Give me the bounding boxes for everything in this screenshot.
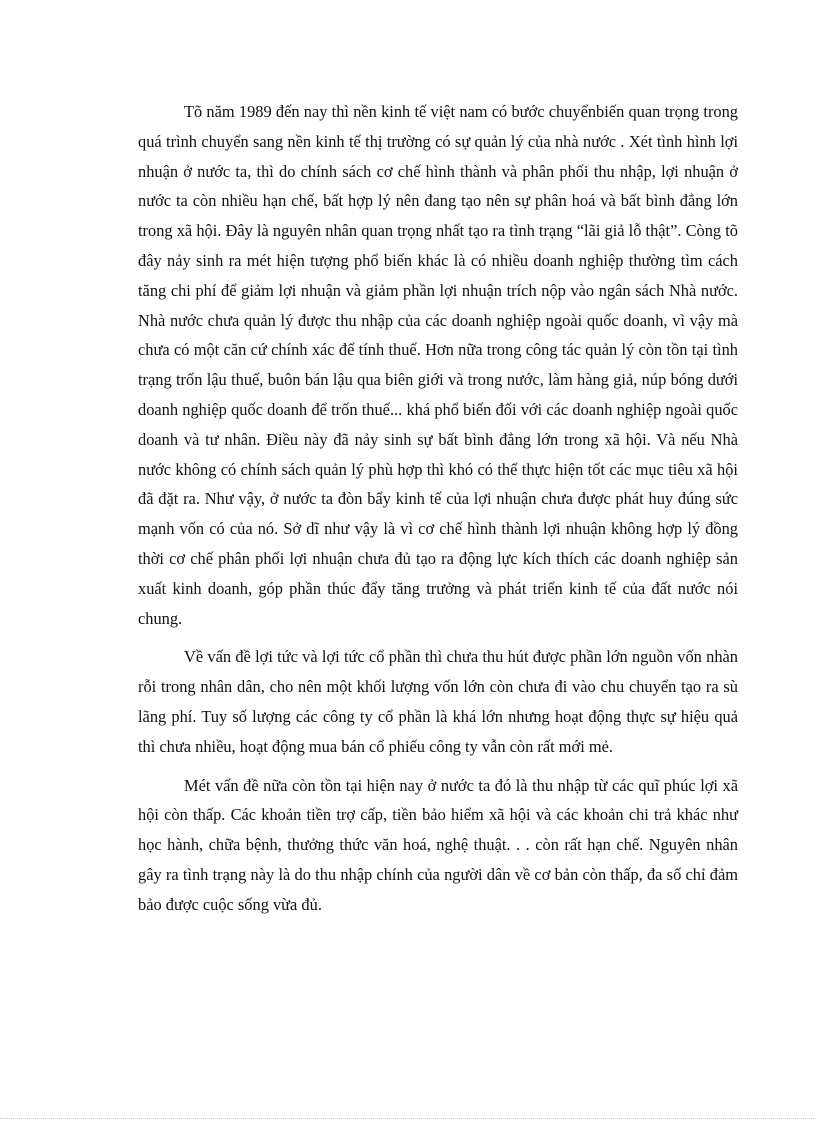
paragraph-2: Về vấn đề lợi tức và lợi tức cổ phần thì chưa thu hút được phần lớn nguồn vốn nhàn rỗi trong nhân dân, cho nên một khối lượng vốn lớn còn chưa đi vào chu chuyển tạo ra sù lãng phí. Tuy số lượng các công ty cổ phần là khá lớn nhưng hoạt động thực sự hiệu quả thì chưa nhiều, hoạt động mua bán cổ phiếu công ty vẫn còn rất mới mẻ.: [138, 647, 738, 756]
paragraph-3: Mét vấn đề nữa còn tồn tại hiện nay ở nước ta đó là thu nhập từ các quĩ phúc lợi xã hội còn thấp. Các khoản tiền trợ cấp, tiền bảo hiểm xã hội và các khoản chi trả khác như học hành, chữa bệnh, thưởng thức văn hoá, nghệ thuật. . . còn rất hạn chế. Nguyên nhân gây ra tình trạng này là do thu nhập chính của người dân về cơ bản còn thấp, đa số chỉ đảm bảo được cuộc sống vừa đủ.: [138, 775, 738, 914]
paragraph-1: Tõ năm 1989 đến nay thì nền kinh tế việt nam có bước chuyểnbiến quan trọng trong quá trình chuyển sang nền kinh tế thị trường có sự quản lý của nhà nước . Xét tình hình lợi nhuận ở nước ta, thì do chính sách cơ chế hình thành và phân phối thu nhập, lợi nhuận ở nước ta còn nhiều hạn chế, bất hợp lý nên đang tạo nên sự phân hoá và bất bình đẳng lớn trong xã hội. Đây là nguyên nhân quan trọng nhất tạo ra tình trạng “lãi giả lỗ thật”. Còng tõ đây nảy sinh ra mét hiện tượng phổ biến khác là có nhiều doanh nghiệp thường tìm cách tăng chi phí để giảm lợi nhuận và giảm phần lợi nhuận trích nộp vào ngân sách Nhà nước. Nhà nước chưa quản lý được thu nhập của các doanh nghiệp ngoài quốc doanh, vì vậy mà chưa có một căn cứ chính xác để tính thuế. Hơn nữa trong công tác quản lý còn tồn tại tình trạng trốn lậu thuế, buôn bán lậu qua biên giới và trong nước, làm hàng giả, núp bóng dưới doanh nghiệp quốc doanh để trốn thuế... khá phổ biến đối với các doanh nghiệp ngoài quốc doanh và tư nhân. Điều này đã nảy sinh sự bất bình đẳng lớn trong xã hội. Và nếu Nhà nước không có chính sách quản lý phù hợp thì khó có thể thực hiện tốt các mục tiêu xã hội đã đặt ra. Như vậy, ở nước ta đòn bẩy kinh tế của lợi nhuận chưa được phát huy đúng sức mạnh vốn có của nó. Sở dĩ như vậy là vì cơ chế hình thành lợi nhuận không hợp lý đồng thời cơ chế phân phối lợi nhuận chưa đủ tạo ra động lực kích thích các doanh nghiệp sản xuất kinh doanh, góp phần thúc đẩy tăng trưởng và phát triển kinh tế của đất nước nói chung.: [138, 102, 738, 628]
page-bottom-divider: [0, 1118, 816, 1119]
body-text: [138, 97, 738, 929]
